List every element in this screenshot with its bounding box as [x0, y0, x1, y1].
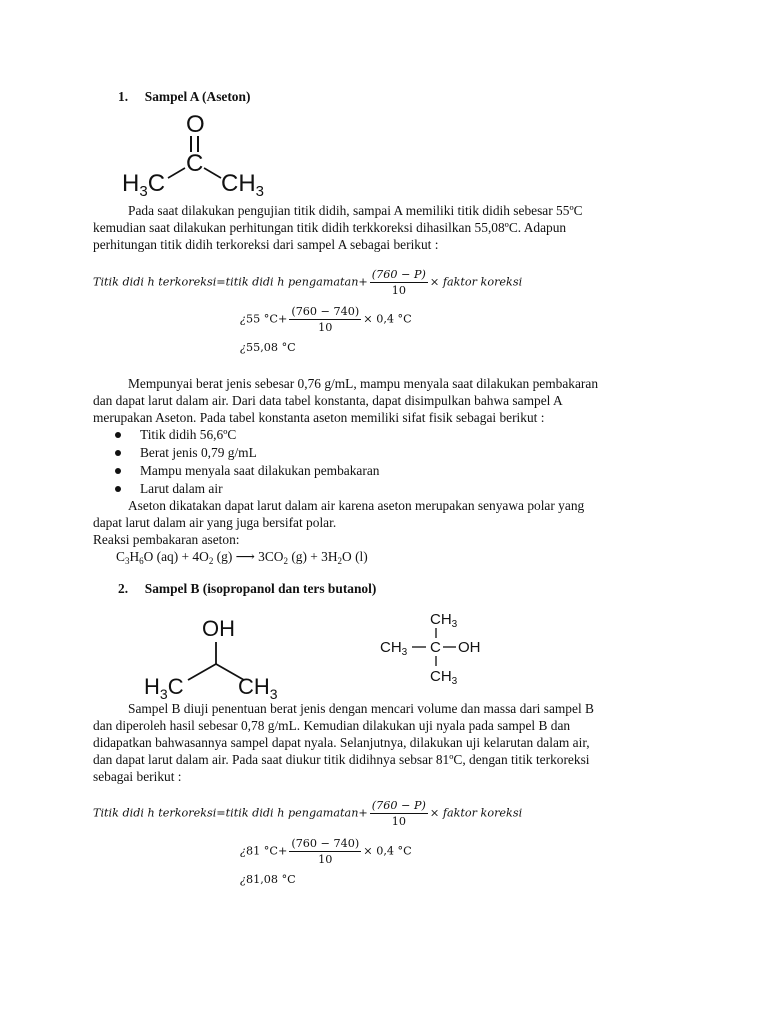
- text-line: Pada saat dilakukan pengujian titik didih, sampai A memiliki titik didih sebesar 55ºC: [128, 203, 583, 218]
- acetone-oxygen-label: O: [186, 111, 205, 138]
- section-2-correction-formula: [93, 799, 522, 828]
- formula-plus: +: [358, 275, 368, 289]
- calc-prefix: ¿: [240, 873, 246, 886]
- isopropanol-structure-image: [140, 608, 300, 700]
- section-1-calculation-step-1: [240, 305, 412, 334]
- list-item: Larut dalam air: [112, 480, 379, 498]
- tert-butanol-top-methyl: $CH_3$: [430, 611, 458, 630]
- acetone-structure-image: [118, 108, 278, 198]
- section-1-paragraph-3: [93, 497, 584, 565]
- formula-lhs: Titik didi h terkoreksi: [93, 806, 217, 820]
- formula-fraction: [370, 799, 428, 828]
- fraction-denominator: 10: [391, 284, 406, 297]
- section-1-number: 1.: [118, 89, 129, 104]
- fraction-numerator: (760 − 740): [291, 305, 360, 318]
- list-item: Mampu menyala saat dilakukan pembakaran: [112, 462, 379, 480]
- formula-equals: =: [216, 806, 226, 820]
- formula-plus: +: [358, 806, 368, 820]
- formula-lhs: Titik didi h terkoreksi: [93, 275, 217, 289]
- section-1-calculation-step-2: [240, 341, 296, 354]
- combustion-reaction-equation: $C_3H_6O$ $(aq) + 4O_2$ (g) ⟶ $3CO_2$ $(g) + 3H_2O$ (l): [116, 549, 368, 566]
- isopropanol-oh-label: OH: [202, 616, 235, 641]
- fraction-numerator: (760 − P): [371, 799, 426, 812]
- fraction-denominator: 10: [391, 815, 406, 828]
- section-2-calculation-step-1: [240, 837, 412, 866]
- text-line: Aseton dikatakan dapat larut dalam air karena aseton merupakan senyawa polar yang: [128, 498, 585, 513]
- calc-plus: +: [277, 312, 288, 326]
- calc-prefix: ¿: [240, 312, 246, 326]
- text-line: sebagai berikut :: [93, 769, 182, 784]
- text-line: Mempunyai berat jenis sebesar 0,76 g/mL, mampu menyala saat dilakukan pembakaran: [128, 376, 599, 391]
- section-1-correction-formula: [93, 268, 522, 297]
- list-item: Berat jenis 0,79 g/mL: [112, 444, 379, 462]
- fraction-denominator: 10: [318, 321, 333, 334]
- calc-times-factor: × 0,4 °C: [363, 844, 412, 858]
- text-line: kemudian saat dilakukan perhitungan titik didih terkkoreksi dihasilkan 55,08ºC. Adapun: [93, 220, 567, 235]
- calc-fraction: [289, 837, 361, 866]
- section-1-paragraph-2: [93, 375, 598, 426]
- section-1-title: Sampel A (Aseton): [144, 89, 251, 104]
- formula-rhs: titik didi h pengamatan: [225, 806, 359, 820]
- section-1-heading: [118, 88, 250, 105]
- calc-value: 81 °C: [246, 844, 278, 858]
- formula-rhs: titik didi h pengamatan: [225, 275, 359, 289]
- calc-result: 81,08 °C: [246, 873, 296, 886]
- text-line: Sampel B diuji penentuan berat jenis dengan mencari volume dan massa dari sampel B: [128, 701, 594, 716]
- calc-result: 55,08 °C: [246, 341, 296, 354]
- aceton-properties-list: [112, 426, 379, 498]
- acetone-methyl-left: $H_3C$: [122, 170, 166, 198]
- section-2-calculation-step-2: [240, 873, 296, 886]
- tert-butanol-structure-image: [378, 606, 498, 690]
- calc-value: 55 °C: [246, 312, 278, 326]
- calc-prefix: ¿: [240, 844, 246, 858]
- text-line: dan dapat larut dalam air. Dari data tabel konstanta, dapat disimpulkan bahwa sampel A: [93, 393, 563, 408]
- section-2-heading: [118, 580, 376, 597]
- text-line: merupakan Aseton. Pada tabel konstanta aseton memiliki sifat fisik sebagai berikut :: [93, 410, 545, 425]
- text-line: dapat larut dalam air yang juga bersifat polar.: [93, 515, 337, 530]
- acetone-methyl-right: $CH_3$: [221, 170, 265, 198]
- calc-fraction: [289, 305, 361, 334]
- fraction-denominator: 10: [318, 853, 333, 866]
- formula-times-factor: × faktor koreksi: [429, 806, 523, 820]
- calc-plus: +: [277, 844, 288, 858]
- list-item: Titik didih 56,6ºC: [112, 426, 379, 444]
- tert-butanol-oh: OH: [458, 639, 481, 656]
- tert-butanol-bottom-methyl: $CH_3$: [430, 668, 458, 687]
- text-line: dan diperoleh hasil sebesar 0,78 g/mL. Kemudian dilakukan uji nyala pada sampel B dan: [93, 718, 571, 733]
- formula-fraction: [370, 268, 428, 297]
- calc-times-factor: × 0,4 °C: [363, 312, 412, 326]
- section-2-paragraph-1: [93, 700, 594, 785]
- text-line: perhitungan titik didih terkoreksi dari sampel A sebagai berikut :: [93, 237, 439, 252]
- reaction-label: Reaksi pembakaran aseton:: [93, 532, 240, 547]
- formula-times-factor: × faktor koreksi: [429, 275, 523, 289]
- isopropanol-methyl-left: $H_3C$: [144, 674, 184, 700]
- tert-butanol-carbon: C: [430, 639, 441, 656]
- section-1-paragraph-1: [93, 202, 583, 253]
- acetone-carbon-label: C: [186, 150, 204, 177]
- section-2-number: 2.: [118, 581, 129, 596]
- fraction-numerator: (760 − P): [371, 268, 426, 281]
- isopropanol-methyl-right: $CH_3$: [238, 674, 278, 700]
- calc-prefix: ¿: [240, 341, 246, 354]
- text-line: didapatkan bahwasannya sampel dapat nyala. Selanjutnya, dilakukan uji kelarutan dalam air,: [93, 735, 590, 750]
- fraction-numerator: (760 − 740): [291, 837, 360, 850]
- section-2-title: Sampel B (isopropanol dan ters butanol): [144, 581, 377, 596]
- text-line: dan dapat larut dalam air. Pada saat diukur titik didihnya sebsar 81ºC, dengan titik terkoreksi: [93, 752, 590, 767]
- formula-equals: =: [216, 275, 226, 289]
- tert-butanol-left-methyl: $CH_3$: [380, 639, 408, 658]
